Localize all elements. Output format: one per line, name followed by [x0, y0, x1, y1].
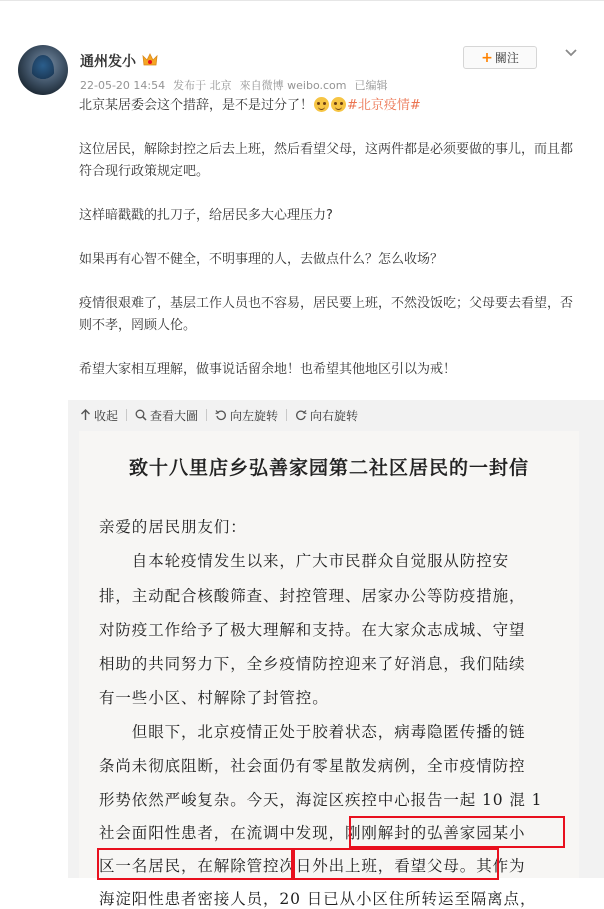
toolbar-divider — [286, 409, 287, 421]
letter-line: 排，主动配合核酸筛查、封控管理、居家办公等防疫措施， — [99, 587, 526, 605]
letter-line: 形势依然严峻复杂。今天，海淀区疾控中心报告一起 10 混 1 — [99, 791, 543, 809]
rotate-right-button[interactable] — [295, 407, 358, 424]
post-edited[interactable]: 已编辑 — [354, 79, 388, 92]
collapse-label: 收起 — [94, 408, 119, 423]
post-paragraph: 这样暗戳戳的扎刀子，给居民多大心理压力? — [79, 208, 333, 223]
letter-line: 亲爱的居民朋友们： — [99, 518, 247, 536]
rotate-right-label: 向右旋转 — [310, 408, 359, 423]
follow-label: 關注 — [494, 51, 519, 65]
author-name[interactable]: 通州发小 — [80, 54, 136, 70]
highlight-box — [97, 848, 295, 880]
letter-line: 社会面阳性患者，在流调中发现，刚刚解封的弘善家园某小 — [99, 824, 526, 842]
view-large-button[interactable] — [135, 407, 198, 424]
vip-badge-icon — [141, 53, 159, 68]
collapse-button[interactable] — [80, 407, 118, 424]
letter-image[interactable] — [79, 431, 579, 908]
rotate-left-label: 向左旋转 — [230, 408, 279, 423]
letter-line: 条尚未彻底阻断，社会面仍有零星散发病例，全市疫情防控 — [99, 757, 526, 775]
media-toolbar — [68, 400, 604, 430]
sweat-face-emoji — [314, 97, 329, 112]
post-paragraph: 疫情很艰难了，基层工作人员也不容易，居民要上班，不然没饭吃；父母要去看望，否则不孝，罔顾人伦。 — [79, 296, 574, 333]
rotate-left-button[interactable] — [215, 407, 278, 424]
letter-line: 有一些小区、村解除了封管控。 — [99, 689, 329, 707]
post-source: 來自微博 weibo.com — [239, 79, 347, 92]
letter-line: 自本轮疫情发生以来，广大市民群众自觉服从防控安 — [99, 552, 510, 570]
post-datetime[interactable]: 22-05-20 14:54 — [80, 79, 166, 92]
follow-button[interactable] — [463, 46, 537, 69]
letter-line: 对防疫工作给予了极大理解和支持。在大家众志成城、守望 — [99, 621, 526, 639]
letter-line: 但眼下，北京疫情正处于胶着状态，病毒隐匿传播的链 — [99, 723, 526, 741]
letter-title: 致十八里店乡弘善家园第二社区居民的一封信 — [128, 457, 529, 479]
toolbar-divider — [206, 409, 207, 421]
rotate-left-icon — [215, 409, 227, 421]
letter-line: 相助的共同努力下，全乡疫情防控迎来了好消息，我们陆续 — [99, 655, 526, 673]
post-location: 发布于 北京 — [173, 79, 232, 92]
highlight-box — [349, 816, 565, 848]
plus-icon: + — [481, 49, 493, 66]
arrow-up-icon — [80, 409, 91, 421]
magnifier-icon — [135, 409, 147, 421]
rotate-right-icon — [295, 409, 307, 421]
view-large-label: 查看大圖 — [150, 408, 199, 423]
sweat-face-emoji — [331, 97, 346, 112]
post-paragraph: 这位居民，解除封控之后去上班，然后看望父母，这两件都是必须要做的事儿，而且都符合现行政策规定吧。 — [79, 142, 574, 179]
letter-line: 区一名居民，在解除管控次日外出上班，看望父母。其作为 — [99, 857, 526, 875]
media-viewer — [68, 400, 604, 908]
post-intro-line — [79, 95, 579, 117]
post-meta — [80, 77, 395, 93]
toolbar-divider — [126, 409, 127, 421]
letter-line: 海淀阳性患者密接人员，20 日已从小区住所转运至隔离点， — [99, 890, 537, 908]
post-paragraph: 希望大家相互理解，做事说话留余地！也希望其他地区引以为戒！ — [79, 362, 457, 377]
post-body — [79, 95, 579, 403]
highlight-box — [291, 848, 499, 880]
post-paragraph: 如果再有心智不健全，不明事理的人，去做点什么？怎么收场？ — [79, 252, 444, 267]
author-avatar[interactable] — [18, 45, 68, 95]
chevron-down-icon[interactable] — [563, 45, 579, 61]
hashtag-link[interactable]: #北京疫情# — [347, 98, 421, 113]
post-intro-text: 北京某居委会这个措辞，是不是过分了！ — [79, 98, 314, 113]
